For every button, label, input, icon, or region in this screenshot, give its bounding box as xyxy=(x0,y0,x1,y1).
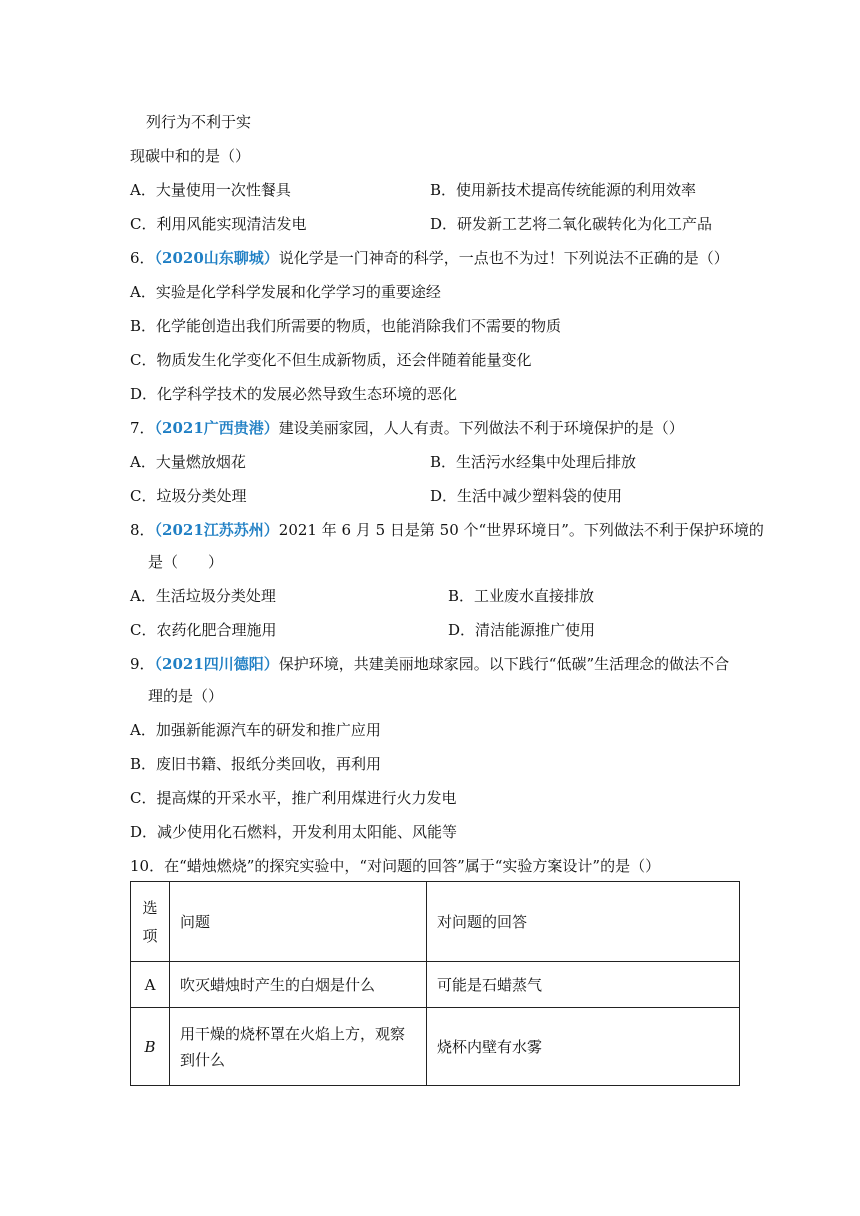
table-header-row xyxy=(131,882,740,962)
q9-option-c: C．提高煤的开采水平，推广利用煤进行火力发电 xyxy=(130,789,457,807)
table-row xyxy=(131,962,740,1008)
q7-option-b: B．生活污水经集中处理后排放 xyxy=(430,453,637,471)
q8-stem-line2: 是（ ） xyxy=(148,553,224,571)
q7-source: （2021广西贵港） xyxy=(154,419,279,437)
q6-stem-text: 说化学是一门神奇的科学，一点也不为过！下列说法不正确的是（） xyxy=(278,249,729,267)
q6-number: 6． xyxy=(130,249,155,267)
table-cell: 吹灭蜡烛时产生的白烟是什么 xyxy=(170,962,427,1008)
q5-stem-line1: 列行为不利于实 xyxy=(146,113,252,131)
table-header-cell: 选项 xyxy=(131,882,170,962)
q6-option-d: D．化学科学技术的发展必然导致生态环境的恶化 xyxy=(130,385,458,403)
q7-number: 7． xyxy=(130,419,155,437)
q6-source: （2020山东聊城） xyxy=(154,249,279,267)
table-cell: A xyxy=(131,962,170,1008)
q7-stem-text: 建设美丽家园，人人有责。下列做法不利于环境保护的是（） xyxy=(278,419,684,437)
q9-option-d: D．减少使用化石燃料，开发利用太阳能、风能等 xyxy=(130,823,458,841)
q8-stem xyxy=(130,520,764,540)
q7-option-a: A．大量燃放烟花 xyxy=(130,453,246,471)
q8-number: 8． xyxy=(130,521,155,539)
q8-source: （2021江苏苏州） xyxy=(154,521,279,539)
table-header-cell: 对问题的回答 xyxy=(427,882,740,962)
q7-stem xyxy=(130,418,684,438)
q9-stem-text: 保护环境，共建美丽地球家园。以下践行“低碳”生活理念的做法不合 xyxy=(278,655,730,673)
q8-option-c: C．农药化肥合理施用 xyxy=(130,621,277,639)
q6-option-a: A．实验是化学科学发展和化学学习的重要途经 xyxy=(130,283,441,301)
q9-stem xyxy=(130,654,729,674)
q8-option-a: A．生活垃圾分类处理 xyxy=(130,587,276,605)
q9-option-a: A．加强新能源汽车的研发和推广应用 xyxy=(130,721,381,739)
table-cell: 可能是石蜡蒸气 xyxy=(427,962,740,1008)
q8-option-b: B．工业废水直接排放 xyxy=(448,587,595,605)
q8-option-d: D．清洁能源推广使用 xyxy=(448,621,596,639)
q9-stem-line2: 理的是（） xyxy=(148,687,224,705)
q5-option-a: A．大量使用一次性餐具 xyxy=(130,181,291,199)
q9-number: 9． xyxy=(130,655,155,673)
q5-option-b: B．使用新技术提高传统能源的利用效率 xyxy=(430,181,697,199)
table-cell: 烧杯内壁有水雾 xyxy=(427,1008,740,1086)
q6-option-c: C．物质发生化学变化不但生成新物质，还会伴随着能量变化 xyxy=(130,351,532,369)
q5-option-c: C．利用风能实现清洁发电 xyxy=(130,215,307,233)
q5-stem-line2: 现碳中和的是（） xyxy=(130,147,251,165)
q6-stem xyxy=(130,248,729,268)
q10-table xyxy=(130,881,740,1086)
q10-stem: 10．在“蜡烛燃烧”的探究实验中，“对问题的回答”属于“实验方案设计”的是（） xyxy=(130,857,661,875)
q9-source: （2021四川德阳） xyxy=(154,655,279,673)
q6-option-b: B．化学能创造出我们所需要的物质，也能消除我们不需要的物质 xyxy=(130,317,562,335)
q7-option-c: C．垃圾分类处理 xyxy=(130,487,247,505)
q5-option-d: D．研发新工艺将二氧化碳转化为化工产品 xyxy=(430,215,713,233)
q9-option-b: B．废旧书籍、报纸分类回收，再利用 xyxy=(130,755,382,773)
table-header-cell: 问题 xyxy=(170,882,427,962)
table-cell: B xyxy=(131,1008,170,1086)
q8-stem-text: 2021 年 6 月 5 日是第 50 个“世界环境日”。下列做法不利于保护环境的 xyxy=(278,521,764,539)
table-row xyxy=(131,1008,740,1086)
q7-option-d: D．生活中减少塑料袋的使用 xyxy=(430,487,623,505)
table-cell: 用干燥的烧杯罩在火焰上方，观察到什么 xyxy=(170,1008,427,1086)
